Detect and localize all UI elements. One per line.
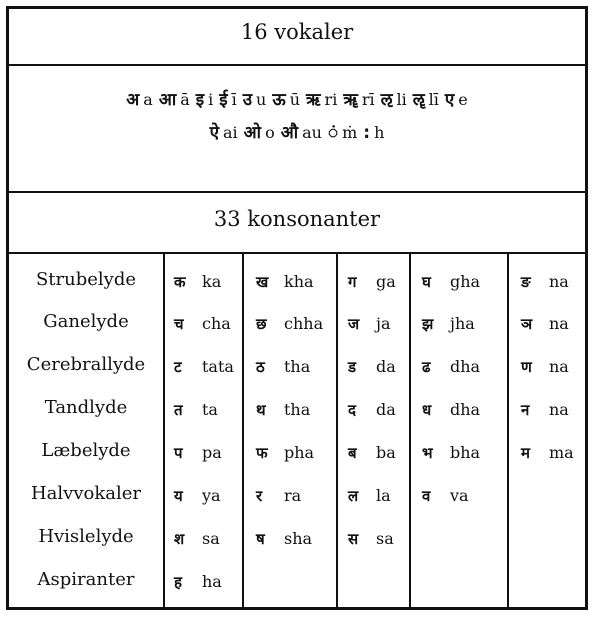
divider-line xyxy=(9,191,585,193)
transliteration: rī xyxy=(361,90,375,109)
consonant-cell xyxy=(348,272,396,292)
consonant-cell xyxy=(174,357,234,377)
transliteration: li xyxy=(396,90,407,109)
consonant-cell xyxy=(174,272,221,292)
consonant-cell xyxy=(422,443,480,463)
transliteration: ri xyxy=(324,90,338,109)
alphabet-table xyxy=(6,6,588,610)
devanagari-letter: ब xyxy=(348,444,357,462)
devanagari-letter: त xyxy=(174,401,183,419)
devanagari-letter: ऊ xyxy=(272,90,286,110)
transliteration: va xyxy=(450,486,469,505)
consonant-cell xyxy=(521,314,569,334)
transliteration: na xyxy=(549,400,569,419)
devanagari-letter: ल xyxy=(348,487,359,505)
devanagari-letter: अ xyxy=(126,90,140,110)
transliteration: ka xyxy=(202,272,222,291)
devanagari-letter: ड xyxy=(348,358,357,376)
vowel-pair xyxy=(343,88,374,112)
vowel-pair xyxy=(281,121,322,145)
row-label: Cerebrallyde xyxy=(26,354,146,375)
transliteration: cha xyxy=(202,314,231,333)
vowel-pair xyxy=(363,121,384,145)
transliteration: chha xyxy=(284,314,324,333)
devanagari-letter: फ xyxy=(256,444,268,462)
devanagari-letter: ॠ xyxy=(343,90,358,110)
transliteration: au xyxy=(302,123,322,142)
devanagari-letter: च xyxy=(174,315,184,333)
transliteration: a xyxy=(143,90,153,109)
transliteration: u xyxy=(256,90,267,109)
column-divider xyxy=(507,254,509,607)
divider-line xyxy=(9,252,585,254)
vowel-pair xyxy=(196,88,213,112)
transliteration: ā xyxy=(180,90,190,109)
devanagari-letter: ट xyxy=(174,358,182,376)
transliteration: ja xyxy=(376,314,391,333)
transliteration: dha xyxy=(450,357,481,376)
consonant-cell xyxy=(256,272,314,292)
vowel-pair xyxy=(243,88,267,112)
consonant-cell xyxy=(174,572,222,592)
row-label: Ganelyde xyxy=(43,311,129,332)
devanagari-letter: ऐ xyxy=(209,123,220,143)
row-label: Læbelyde xyxy=(41,440,131,461)
devanagari-letter: श xyxy=(174,530,185,548)
vowel-pair xyxy=(306,88,337,112)
devanagari-letter: ॡ xyxy=(412,90,425,110)
devanagari-letter: छ xyxy=(256,315,267,333)
devanagari-letter: झ xyxy=(422,315,434,333)
devanagari-letter: क xyxy=(174,273,186,291)
devanagari-letter: ह xyxy=(174,573,182,591)
devanagari-letter: र xyxy=(256,487,263,505)
devanagari-letter: ध xyxy=(422,401,432,419)
transliteration: la xyxy=(376,486,391,505)
transliteration: da xyxy=(376,357,396,376)
devanagari-letter: न xyxy=(521,401,530,419)
devanagari-letter: उ xyxy=(242,90,253,110)
transliteration: na xyxy=(549,314,569,333)
devanagari-letter: ङ xyxy=(521,273,531,291)
consonant-cell xyxy=(174,486,221,506)
vowel-pair xyxy=(381,88,407,112)
transliteration: ta xyxy=(202,400,218,419)
devanagari-letter: द xyxy=(348,401,356,419)
row-label: Strubelyde xyxy=(35,269,137,290)
devanagari-letter: व xyxy=(422,487,431,505)
transliteration: gha xyxy=(450,272,481,291)
transliteration: pa xyxy=(202,443,222,462)
transliteration: ī xyxy=(231,90,237,109)
transliteration: da xyxy=(376,400,396,419)
devanagari-letter: ढ xyxy=(422,358,431,376)
consonant-cell xyxy=(521,400,569,420)
column-divider xyxy=(242,254,244,607)
vowels-title: 16 vokaler xyxy=(240,20,354,44)
consonant-cell xyxy=(422,314,475,334)
devanagari-letter: ज xyxy=(348,315,360,333)
consonant-cell xyxy=(256,529,312,549)
devanagari-letter: ठ xyxy=(256,358,265,376)
devanagari-letter: ं xyxy=(327,123,339,143)
devanagari-letter: म xyxy=(521,444,530,462)
consonant-cell xyxy=(256,443,314,463)
devanagari-letter: औ xyxy=(280,123,299,143)
devanagari-letter: ओ xyxy=(243,123,262,143)
transliteration: bha xyxy=(450,443,481,462)
transliteration: dha xyxy=(450,400,481,419)
consonant-cell xyxy=(174,529,220,549)
devanagari-letter: घ xyxy=(422,273,431,291)
consonant-cell xyxy=(348,529,394,549)
devanagari-letter: प xyxy=(174,444,183,462)
devanagari-letter: आ xyxy=(158,90,177,110)
consonant-cell xyxy=(348,486,391,506)
vowel-pair xyxy=(219,88,236,112)
divider-line xyxy=(9,64,585,66)
transliteration: tha xyxy=(284,357,311,376)
devanagari-letter: ञ xyxy=(521,315,533,333)
devanagari-letter: भ xyxy=(422,444,433,462)
transliteration: ṁ xyxy=(342,123,358,142)
transliteration: tata xyxy=(202,357,234,376)
transliteration: o xyxy=(265,123,275,142)
row-label: Tandlyde xyxy=(44,397,128,418)
devanagari-letter: ख xyxy=(256,273,269,291)
transliteration: kha xyxy=(284,272,314,291)
devanagari-letter: थ xyxy=(256,401,266,419)
devanagari-letter: ऋ xyxy=(306,90,321,110)
vowel-pair xyxy=(244,121,275,145)
devanagari-letter: ऌ xyxy=(380,90,393,110)
column-divider xyxy=(336,254,338,607)
vowel-pair xyxy=(445,88,468,112)
devanagari-letter: इ xyxy=(195,90,205,110)
transliteration: tha xyxy=(284,400,311,419)
transliteration: ū xyxy=(289,90,301,109)
transliteration: h xyxy=(374,123,385,142)
vowel-pair xyxy=(328,121,357,145)
transliteration: ai xyxy=(223,123,238,142)
consonant-cell xyxy=(174,400,218,420)
consonant-cell xyxy=(422,272,480,292)
consonant-cell xyxy=(256,357,310,377)
consonant-cell xyxy=(256,314,323,334)
transliteration: ha xyxy=(202,572,222,591)
consonant-cell xyxy=(348,443,396,463)
transliteration: i xyxy=(208,90,214,109)
consonant-cell xyxy=(422,486,469,506)
transliteration: na xyxy=(549,357,569,376)
transliteration: lī xyxy=(428,90,439,109)
devanagari-letter: य xyxy=(174,487,183,505)
devanagari-letter: ग xyxy=(348,273,357,291)
consonants-title: 33 konsonanter xyxy=(213,207,381,231)
row-label: Halvvokaler xyxy=(30,483,141,504)
transliteration: pha xyxy=(284,443,315,462)
vowel-pair xyxy=(413,88,439,112)
vowel-row-1 xyxy=(9,88,585,112)
transliteration: sha xyxy=(284,529,313,548)
vowel-row-2 xyxy=(9,121,585,145)
devanagari-letter: ए xyxy=(444,90,455,110)
consonant-cell xyxy=(422,357,480,377)
devanagari-letter: : xyxy=(363,123,371,143)
transliteration: jha xyxy=(450,314,475,333)
row-label: Aspiranter xyxy=(37,569,135,590)
vowel-pair xyxy=(272,88,300,112)
vowel-pair xyxy=(159,88,190,112)
transliteration: ra xyxy=(284,486,302,505)
consonant-cell xyxy=(256,486,301,506)
consonant-cell xyxy=(521,357,569,377)
transliteration: sa xyxy=(376,529,394,548)
consonant-cell xyxy=(174,443,222,463)
devanagari-letter: ई xyxy=(219,90,228,110)
consonant-cell xyxy=(348,357,396,377)
devanagari-letter: स xyxy=(348,530,359,548)
devanagari-letter: ष xyxy=(256,530,265,548)
transliteration: ba xyxy=(376,443,396,462)
transliteration: sa xyxy=(202,529,220,548)
column-divider xyxy=(163,254,165,607)
consonant-cell xyxy=(174,314,231,334)
consonant-cell xyxy=(348,314,391,334)
transliteration: ma xyxy=(549,443,574,462)
column-divider xyxy=(409,254,411,607)
transliteration: ya xyxy=(202,486,221,505)
devanagari-letter: ण xyxy=(521,358,532,376)
consonant-cell xyxy=(422,400,480,420)
consonant-cell xyxy=(256,400,310,420)
consonant-cell xyxy=(521,443,574,463)
transliteration: na xyxy=(549,272,569,291)
consonant-cell xyxy=(348,400,396,420)
vowel-pair xyxy=(210,121,238,145)
transliteration: e xyxy=(458,90,468,109)
consonant-cell xyxy=(521,272,569,292)
vowel-pair xyxy=(126,88,153,112)
transliteration: ga xyxy=(376,272,396,291)
row-label: Hvislelyde xyxy=(38,526,134,547)
